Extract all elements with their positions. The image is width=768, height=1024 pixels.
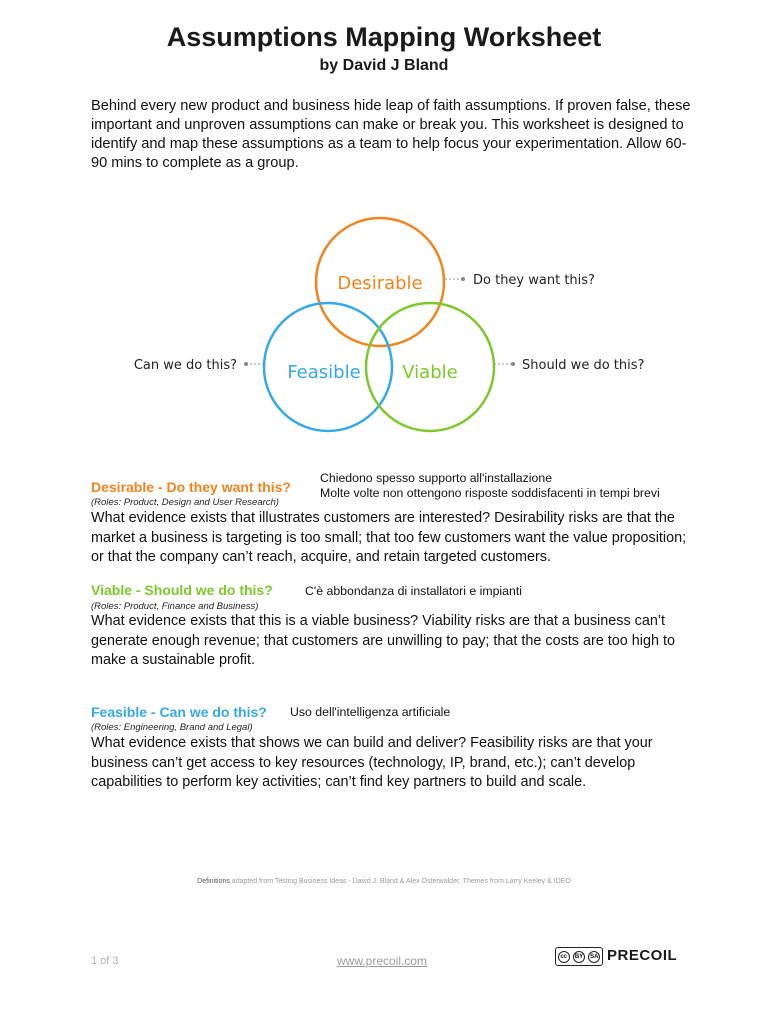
desirable-label: Desirable xyxy=(337,273,423,294)
desirable-question: Do they want this? xyxy=(473,273,595,288)
feasible-label: Feasible xyxy=(287,362,361,383)
venn-diagram xyxy=(118,212,658,444)
feasible-roles: (Roles: Engineering, Brand and Legal) xyxy=(91,722,253,733)
cc-sa-icon: SA xyxy=(588,951,600,963)
page-title: Assumptions Mapping Worksheet xyxy=(166,22,602,52)
viable-leader-dot xyxy=(511,362,515,366)
feasible-question: Can we do this? xyxy=(133,358,237,373)
desirable-leader-dot xyxy=(461,277,465,281)
feasible-body: What evidence exists that shows we can build and deliver? Feasibility risks are that your business can’t get access to key resources (technology, IP, brand, etc.); can’t develop capabilities to perform key activities; can’t find key partners to build and scale. xyxy=(91,735,653,790)
viable-note-1: C'è abbondanza di installatori e impianti xyxy=(305,584,522,598)
page-number: 1 of 3 xyxy=(91,955,119,967)
desirable-roles: (Roles: Product, Design and User Research) xyxy=(91,497,279,508)
definitions-label: Definitions xyxy=(197,878,230,885)
viable-label: Viable xyxy=(402,362,458,383)
creative-commons-badge xyxy=(555,947,603,966)
feasible-heading: Feasible - Can we do this? xyxy=(91,704,267,720)
viable-body: What evidence exists that this is a viable business? Viability risks are that a business can’t generate enough revenue; that customers are unwilling to pay; that the costs are too high to make a sustainable profit. xyxy=(91,613,675,668)
viable-question: Should we do this? xyxy=(522,358,645,373)
website-link[interactable]: www.precoil.com xyxy=(337,954,428,968)
intro-paragraph: Behind every new product and business hide leap of faith assumptions. If proven false, these important and unproven assumptions can make or break you. This worksheet is designed to identify and map these assumptions as a team to help focus your experimentation. Allow 60-90 mins to complete as a group. xyxy=(91,98,691,171)
definitions-credit xyxy=(0,878,768,885)
precoil-logo: PRECOIL xyxy=(607,947,678,964)
desirable-body: What evidence exists that illustrates customers are interested? Desirability risks are that the market a business is targeting is too small; that too few customers want the value proposition; or that the company can’t reach, acquire, and retain targeted customers. xyxy=(91,510,687,565)
definitions-text: adapted from Testing Business Ideas - David J. Bland & Alex Osterwalder, Themes from Larry Keeley & IDEO xyxy=(229,878,571,885)
desirable-note-2: Molte volte non ottengono risposte soddisfacenti in tempi brevi xyxy=(320,486,660,500)
cc-icon: cc xyxy=(558,951,570,963)
viable-roles: (Roles: Product, Finance and Business) xyxy=(91,601,259,612)
desirable-heading: Desirable - Do they want this? xyxy=(91,479,291,495)
cc-by-icon: BY xyxy=(573,951,585,963)
feasible-note-1: Uso dell'intelligenza artificiale xyxy=(290,705,451,719)
desirable-note-1: Chiedono spesso supporto all'installazione xyxy=(320,471,553,485)
author-byline: by David J Bland xyxy=(319,57,449,74)
feasible-leader-dot xyxy=(244,362,248,366)
viable-heading: Viable - Should we do this? xyxy=(91,582,273,598)
